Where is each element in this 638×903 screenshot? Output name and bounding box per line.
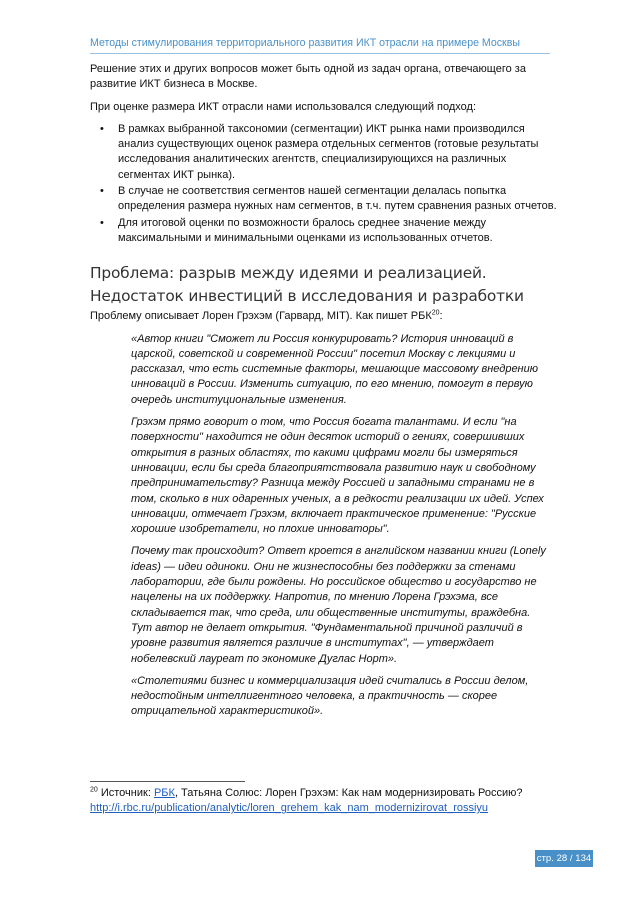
blockquote: [131, 332, 552, 720]
quote-paragraph: «Автор книги "Сможет ли Россия конкурировать? История инноваций в царской, советской и современной России" посетил Москву с лекциями и рассказал, что есть системные факторы, мешающие массовому внедрению инноваций в России. Изменить ситуацию, по его мнению, помогут в первую очередь институциональные изменения.: [131, 332, 538, 406]
paragraph: [90, 309, 560, 324]
quote-paragraph: Почему так происходит? Ответ кроется в английском названии книги (Lonely ideas) — идеи одиноки. Они не жизнеспособны без поддержки за стенами лаборатории, где были рождены. Но российское общество и государство не нацелены на их поддержку. Напротив, по мнению Лорена Грэхэма, все складывается так, что среда, или общественные институты, враждебна. Тут автор не делает открытия. "Фундаментальной причиной различий в уровне развития является различие в институтах", — утверждает нобелевский лауреат по экономике Дуглас Норт».: [131, 545, 546, 665]
section-heading-line1: Проблема: разрыв между идеями и реализацией.: [90, 264, 487, 283]
list-item: [90, 216, 560, 247]
bullet-icon: •: [100, 122, 104, 135]
paragraph: При оценке размера ИКТ отрасли нами использовался следующий подход:: [90, 100, 477, 113]
section-heading: [90, 262, 560, 308]
paragraph-text: Проблему описывает Лорен Грэхэм (Гарвард, MIT). Как пишет РБК: [90, 310, 432, 323]
list-item-text: В случае не соответствия сегментов нашей сегментации делалась попытка определения размера нужных нам сегментов, в т.ч. путем сравнения разных отчетов.: [118, 185, 557, 213]
section-heading-line2: Недостаток инвестиций в исследования и разработки: [90, 287, 524, 306]
running-header: Методы стимулирования территориального развития ИКТ отрасли на примере Москвы: [90, 37, 520, 49]
quote-paragraph: «Столетиями бизнес и коммерциализация идей считались в России делом, недостойным интеллигентного человека, а практичность — скорее отрицательной характеристикой».: [131, 674, 529, 718]
footnote-divider: [90, 781, 245, 782]
paragraph-text-end: :: [439, 310, 443, 323]
page-number-badge: стр. 28 / 134: [535, 850, 593, 867]
footnote-url-link[interactable]: http://i.rbc.ru/publication/analytic/loren_grehem_kak_nam_modernizirovat_rossiyu: [90, 802, 489, 815]
page-body: [90, 62, 560, 727]
paragraph: Решение этих и других вопросов может быть одной из задач органа, отвечающего за развитие ИКТ бизнеса в Москве.: [90, 63, 526, 91]
list-item-text: Для итоговой оценки по возможности бралось среднее значение между максимальными и минимальными оценками из использованных отчетов.: [118, 216, 493, 244]
footnote-reference[interactable]: 20: [431, 309, 440, 317]
quote-paragraph: Грэхэм прямо говорит о том, что Россия богата талантами. И если "на поверхности" находится не один десяток историй о гениях, совершивших открытия в разных областях, то какими цифрами могли бы измеряться инновации, если бы среда благоприятствовала развитию наук и свободному предпринимательству? Разница между Россией и западными странами не в том, сколько в них одаренных ученых, а в редкости реализации их идей. Успех инновации, отмечает Грэхэм, включает практическое применение: "Русские хорошие изобретатели, но плохие инноваторы".: [131, 416, 544, 536]
bullet-list: [90, 122, 560, 246]
bullet-icon: •: [100, 216, 104, 229]
footnote-prefix: Источник:: [97, 787, 154, 799]
footnote-source-link[interactable]: РБК: [153, 787, 175, 799]
list-item: [90, 122, 560, 183]
footnote-number: 20: [90, 786, 98, 794]
footnote: [90, 786, 560, 817]
list-item: [90, 184, 560, 215]
list-item-text: В рамках выбранной таксономии (сегментации) ИКТ рынка нами производился анализ существующих оценок размера отдельных сегментов (готовые результаты исследования аналитических агентств, специализирующихся на различных сегментах ИКТ рынка).: [118, 122, 539, 181]
footnote-text: , Татьяна Солюс: Лорен Грэхэм: Как нам модернизировать Россию?: [174, 787, 523, 799]
bullet-icon: •: [100, 185, 104, 198]
header-divider: [90, 53, 550, 54]
